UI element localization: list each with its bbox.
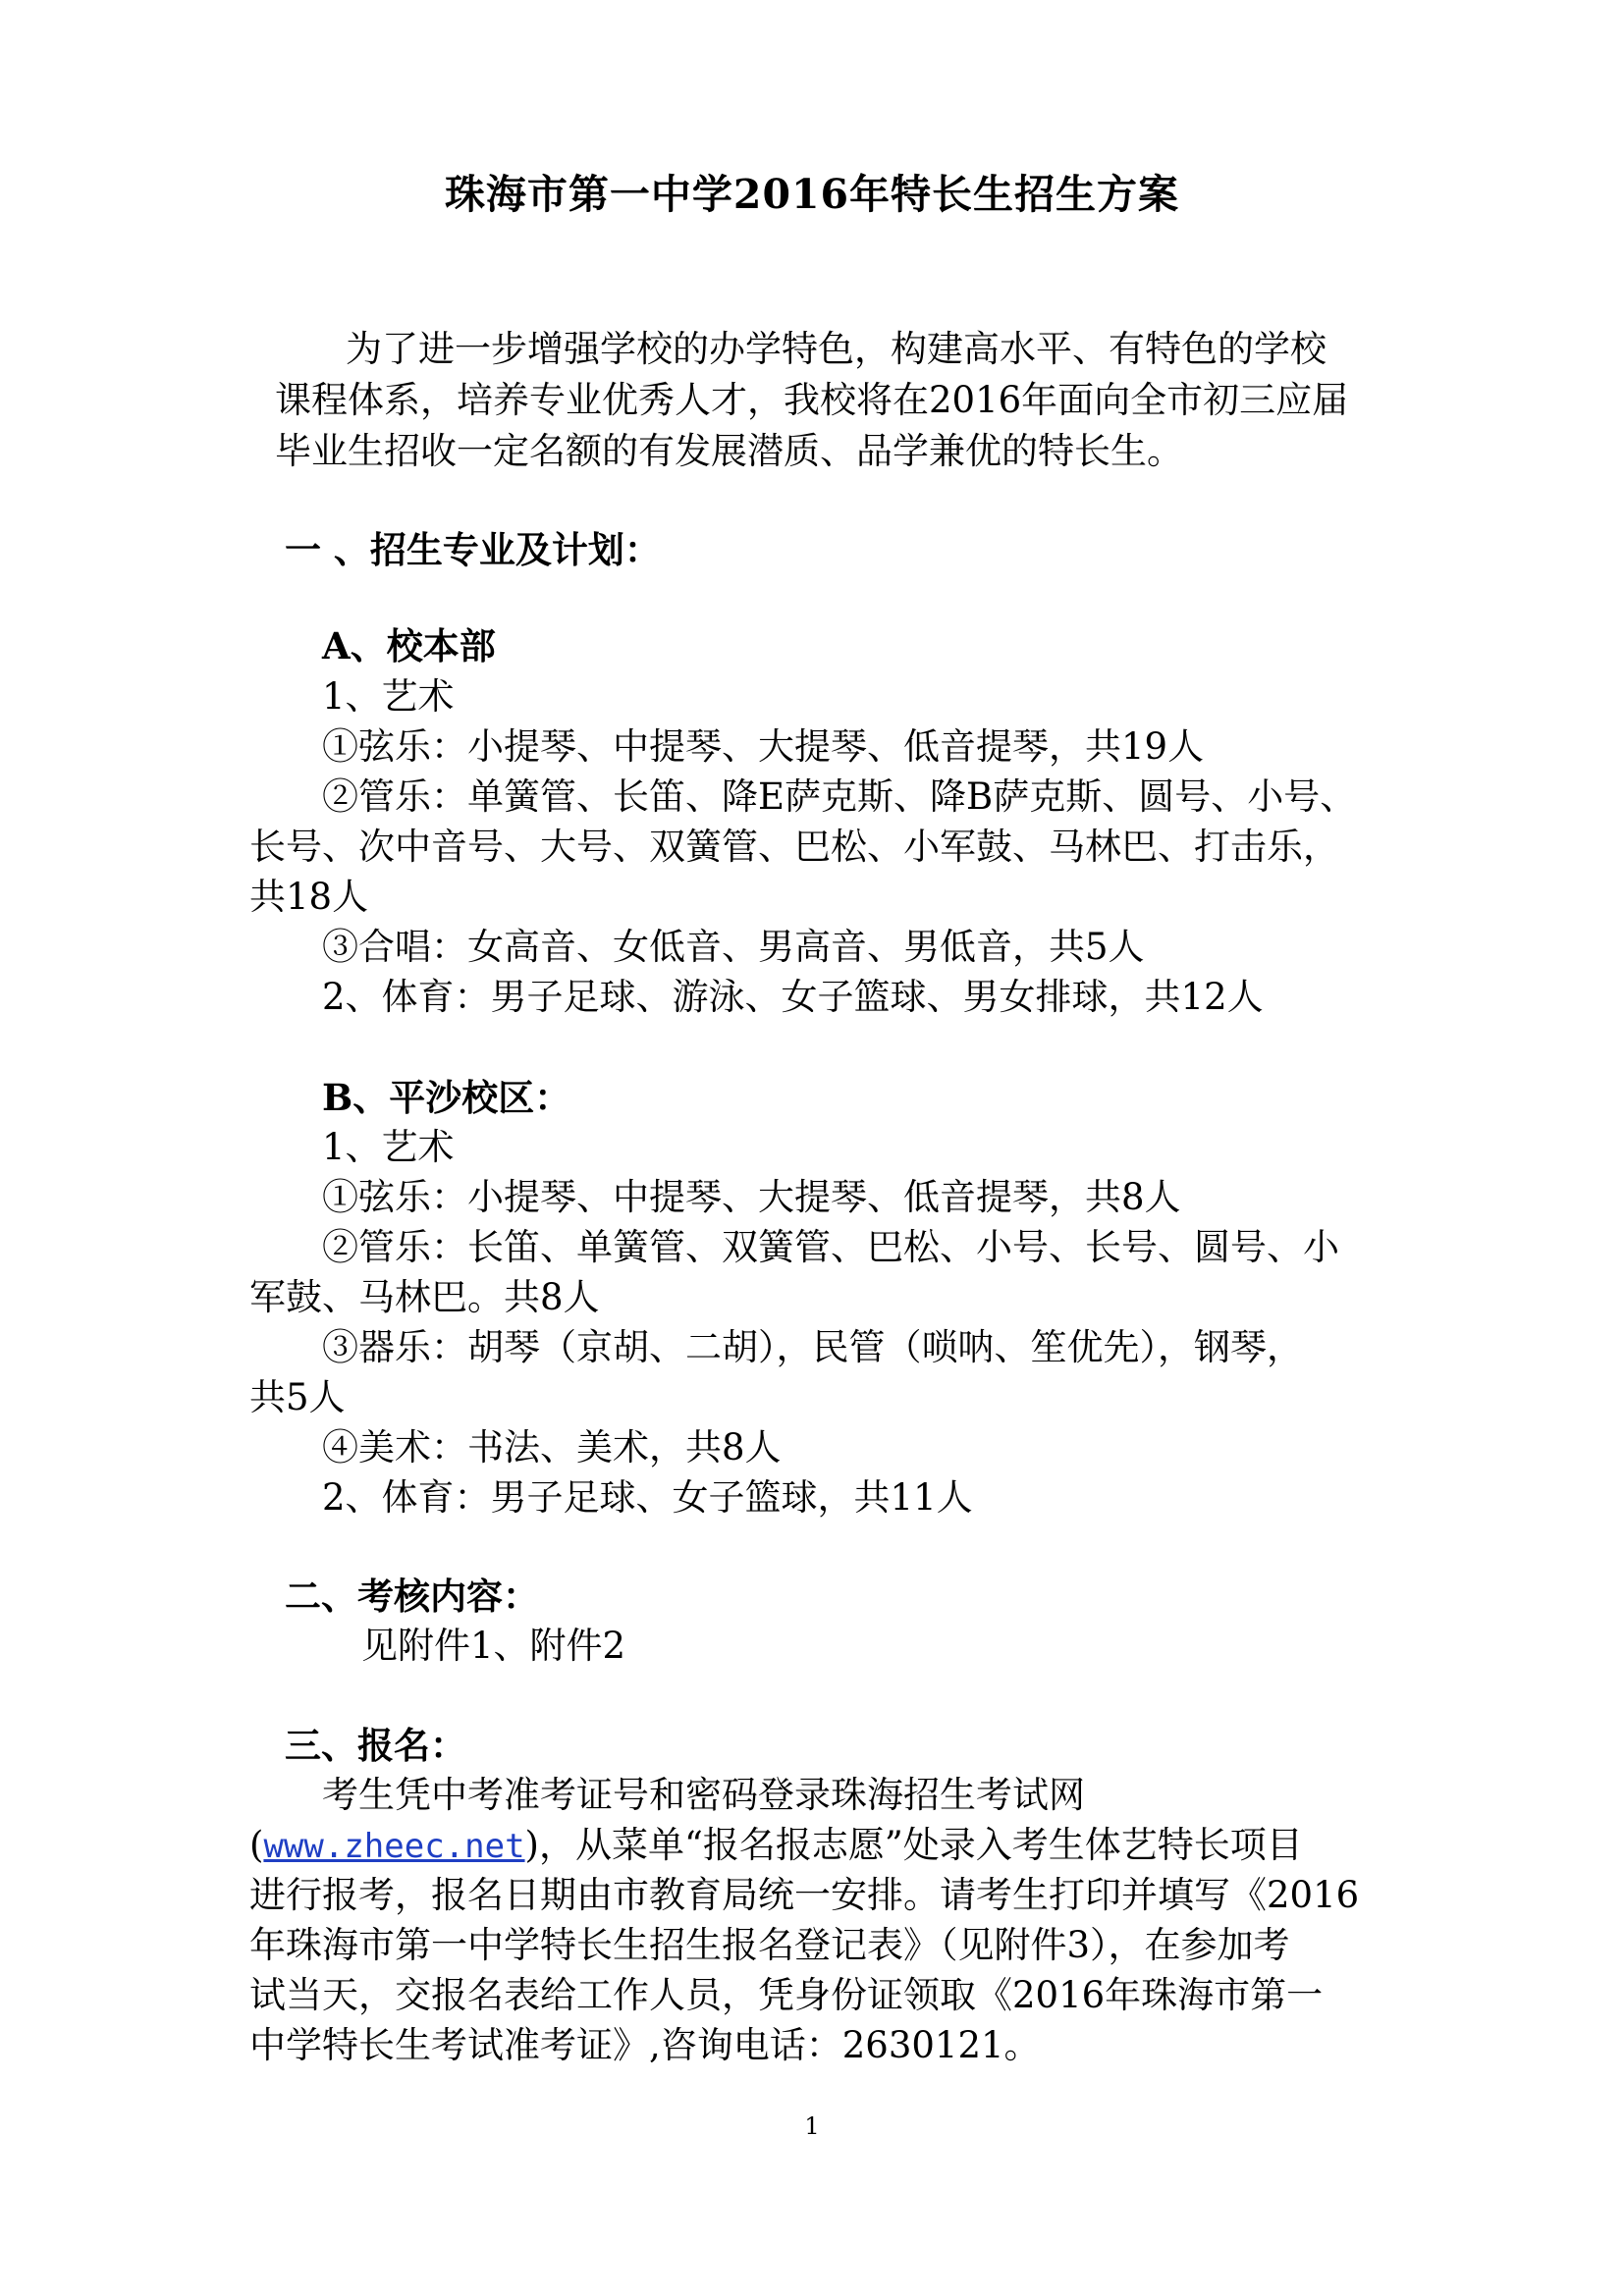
section2-heading: 二、考核内容：: [285, 1575, 539, 1618]
section3-link-line: [249, 1820, 1303, 1872]
sectionB-line: 军鼓、马林巴。共8人: [249, 1276, 600, 1318]
section2-text: 见附件1、附件2: [361, 1625, 626, 1667]
page-number: 1: [804, 2112, 820, 2140]
section3-line: 考生凭中考准考证号和密码登录珠海招生考试网: [322, 1774, 1085, 1816]
link-rest-text: )，从菜单“报名报志愿”处录入考生体艺特长项目: [524, 1824, 1303, 1866]
sectionA-heading: A、校本部: [322, 624, 496, 667]
sectionB-line: ②管乐：长笛、单簧管、双簧管、巴松、小号、长号、圆号、小: [322, 1226, 1339, 1268]
sectionA-line: ③合唱：女高音、女低音、男高音、男低音，共5人: [322, 926, 1145, 968]
paren-open: (: [249, 1824, 264, 1866]
sectionB-line: 1、艺术: [322, 1126, 455, 1168]
intro-line-3: 毕业生招收一定名额的有发展潜质、品学兼优的特长生。: [275, 430, 1183, 472]
sectionB-heading: B、平沙校区：: [322, 1076, 571, 1119]
sectionA-line: 2、体育：男子足球、游泳、女子篮球、男女排球，共12人: [322, 976, 1264, 1018]
section3-line: 试当天，交报名表给工作人员，凭身份证领取《2016年珠海市第一: [249, 1974, 1324, 2016]
sectionB-line: ④美术：书法、美术，共8人: [322, 1426, 782, 1468]
intro-line-1: 为了进一步增强学校的办学特色，构建高水平、有特色的学校: [346, 328, 1326, 370]
sectionB-line: 2、体育：男子足球、女子篮球，共11人: [322, 1476, 973, 1519]
sectionB-line: ③器乐：胡琴（京胡、二胡），民管（唢呐、笙优先），钢琴，: [322, 1326, 1303, 1368]
section3-line: 年珠海市第一中学特长生招生报名登记表》（见附件3），在参加考: [249, 1924, 1290, 1966]
sectionB-line: 共5人: [249, 1376, 346, 1418]
sectionA-line: 长号、次中音号、大号、双簧管、巴松、小军鼓、马林巴、打击乐，: [249, 826, 1339, 868]
website-link[interactable]: www.zheec.net: [263, 1827, 525, 1866]
sectionA-line: ②管乐：单簧管、长笛、降E萨克斯、降B萨克斯、圆号、小号、: [322, 775, 1357, 818]
sectionA-line: 1、艺术: [322, 675, 455, 718]
document-title: 珠海市第一中学2016年特长生招生方案: [444, 171, 1180, 218]
section3-line: 进行报考，报名日期由市教育局统一安排。请考生打印并填写《2016: [249, 1874, 1360, 1916]
section3-line: 中学特长生考试准考证》,咨询电话：2630121。: [249, 2024, 1041, 2066]
intro-line-2: 课程体系，培养专业优秀人才，我校将在2016年面向全市初三应届: [275, 379, 1349, 421]
section3-heading: 三、报名：: [285, 1724, 466, 1767]
sectionB-line: ①弦乐：小提琴、中提琴、大提琴、低音提琴，共8人: [322, 1176, 1181, 1218]
sectionA-line: 共18人: [249, 876, 369, 918]
sectionA-line: ①弦乐：小提琴、中提琴、大提琴、低音提琴，共19人: [322, 725, 1205, 768]
section1-heading: 一 、招生专业及计划：: [285, 528, 661, 571]
